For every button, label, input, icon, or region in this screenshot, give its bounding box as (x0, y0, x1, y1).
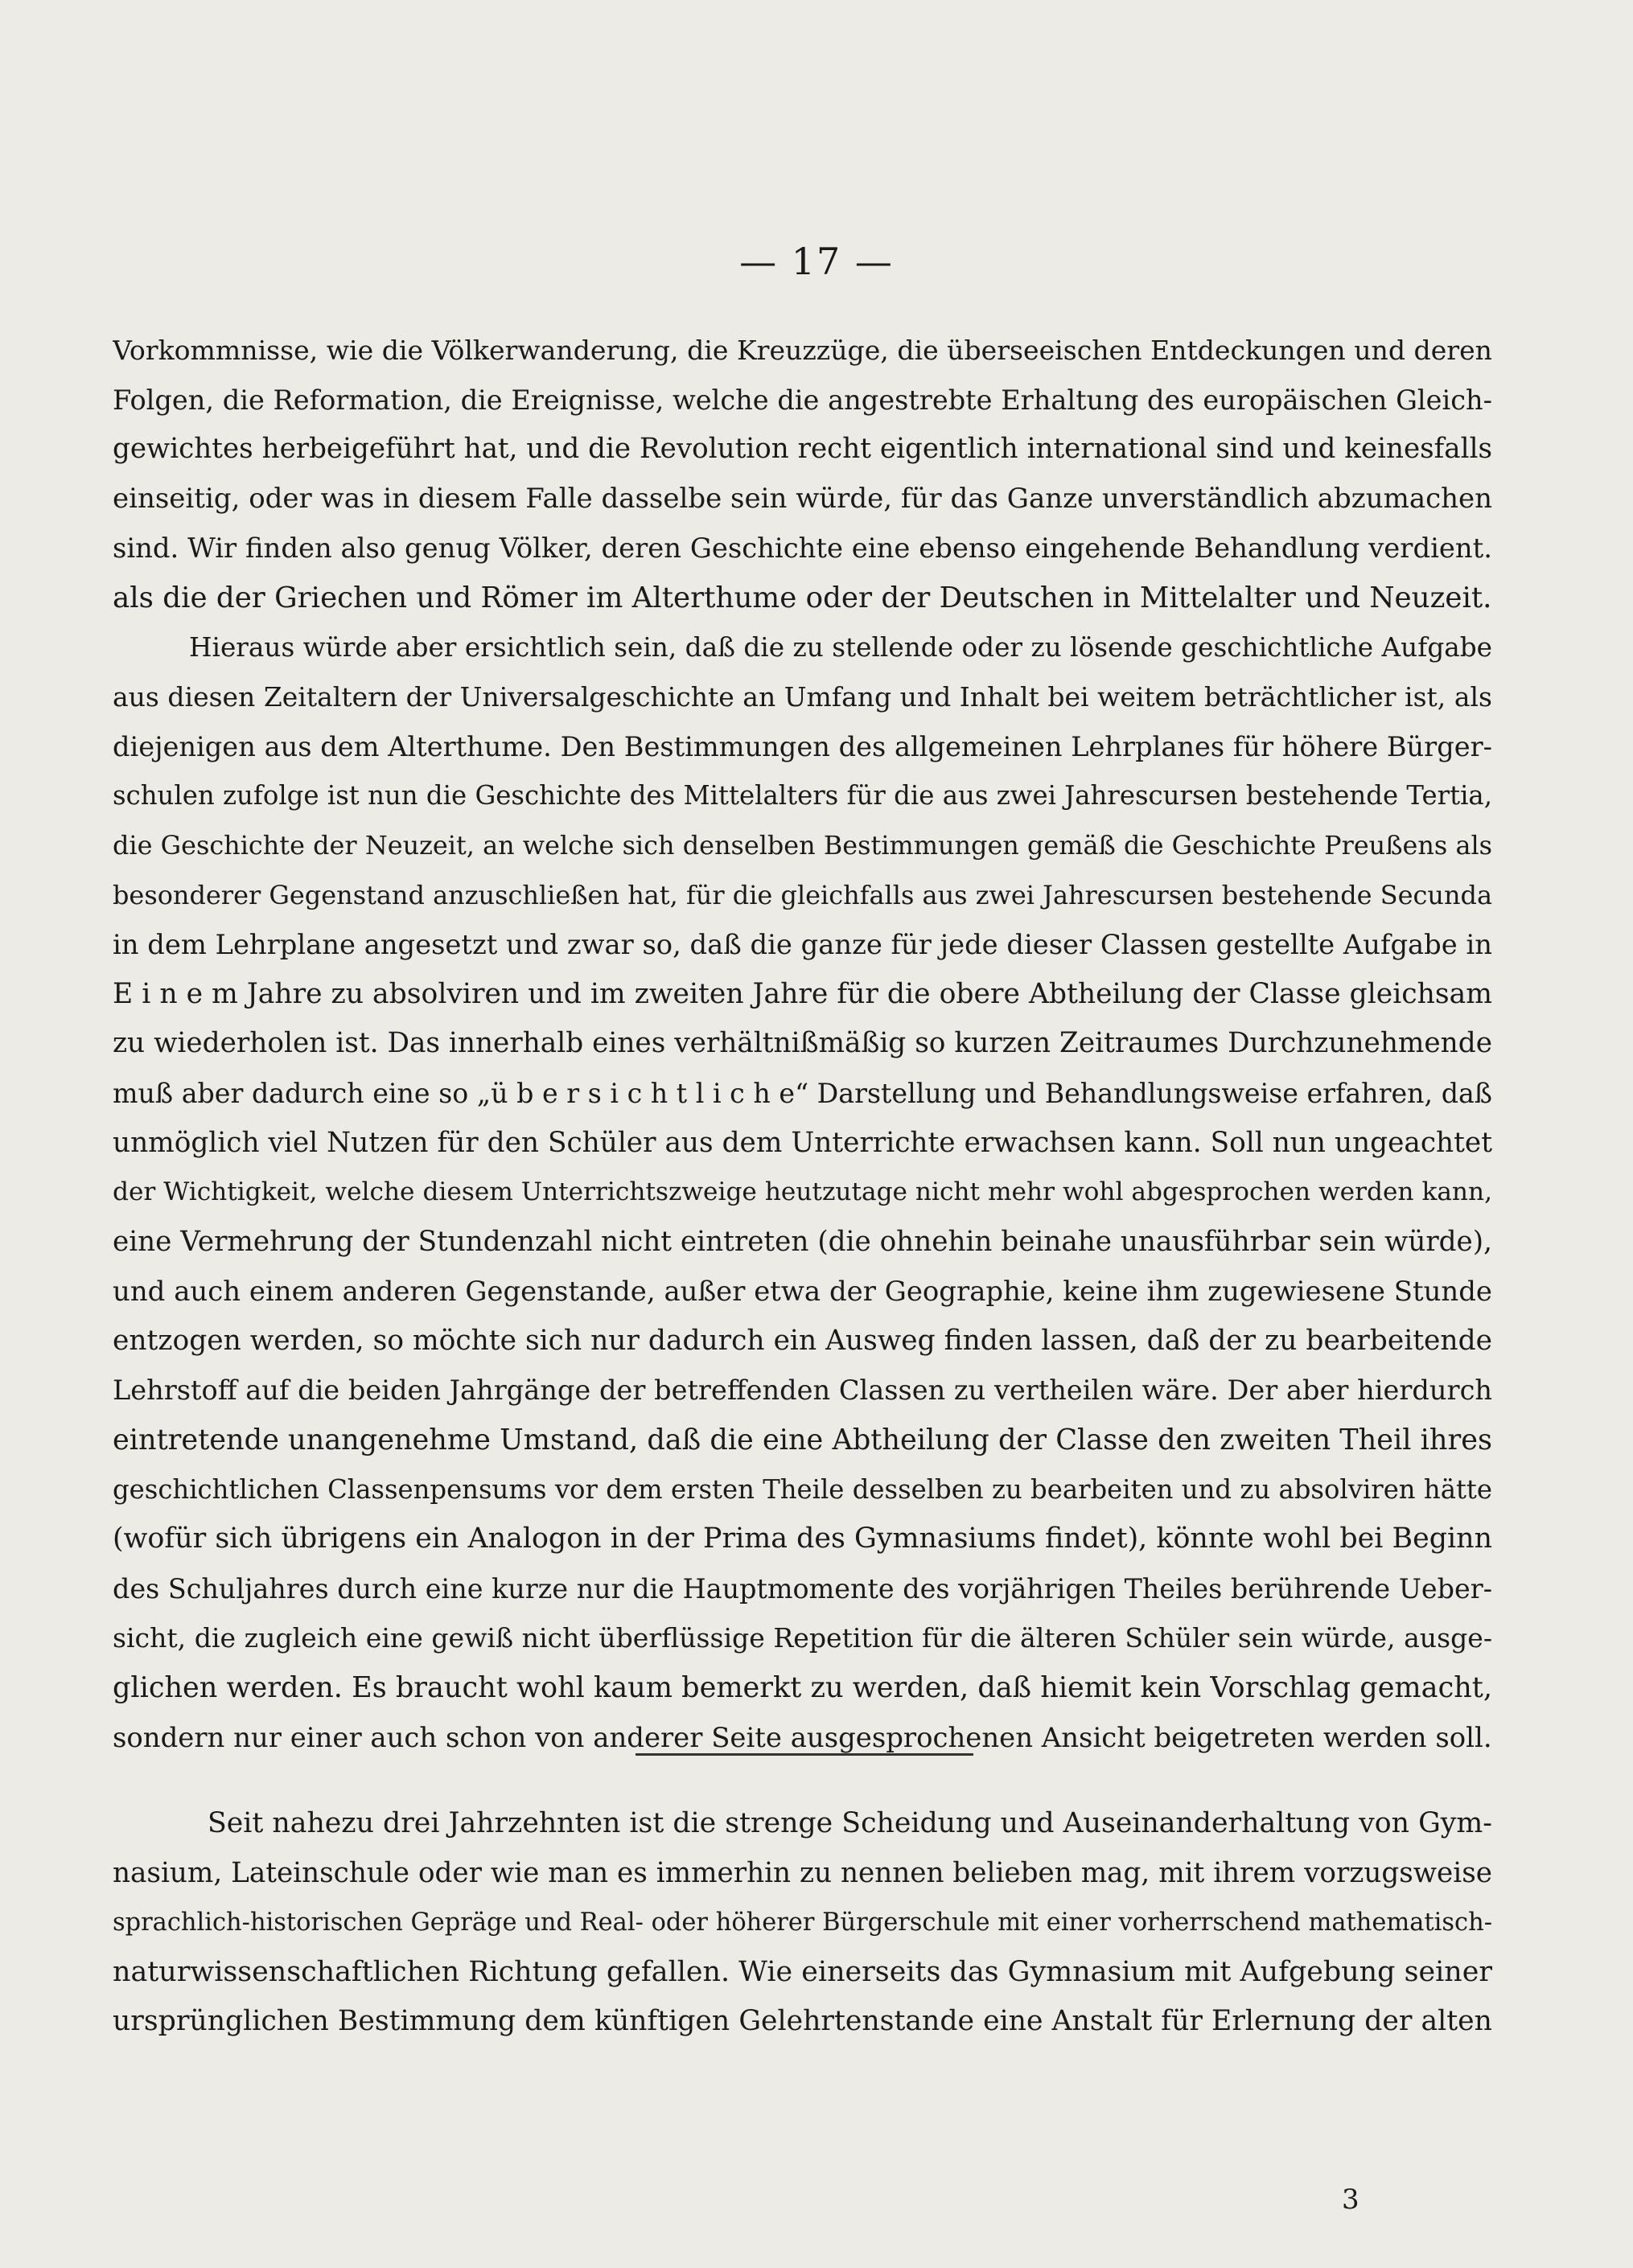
paragraph-2 (113, 623, 1492, 1763)
text-line: nasium, Lateinschule oder wie man es immerhin zu nennen belieben mag, mit ihrem vorzugsweise (113, 1856, 1492, 1889)
text-line: sicht, die zugleich eine gewiß nicht überflüssige Repetition für die älteren Schüler sein würde, ausge- (113, 1622, 1492, 1654)
text-line: besonderer Gegenstand anzuschließen hat, für die gleichfalls aus zwei Jahrescursen bestehende Secunda (113, 879, 1492, 910)
text-line: eintretende unangenehme Umstand, daß die eine Abtheilung der Classe den zweiten Theil ihres (113, 1424, 1492, 1457)
text-line: unmöglich viel Nutzen für den Schüler aus dem Unterrichte erwachsen kann. Soll nun ungeachtet (113, 1126, 1492, 1159)
text-line: aus diesen Zeitaltern der Universalgeschichte an Umfang und Inhalt bei weitem beträchtlicher ist, als (113, 681, 1492, 713)
text-line: ursprünglichen Bestimmung dem künftigen Gelehrtenstande eine Anstalt für Erlernung der alten (113, 2005, 1492, 2038)
text-line: des Schuljahres durch eine kurze nur die Hauptmomente des vorjährigen Theiles berührende Ueber- (113, 1572, 1492, 1604)
text-line: schulen zufolge ist nun die Geschichte des Mittelalters für die aus zwei Jahrescursen bestehende Tertia, (113, 780, 1492, 811)
text-line: muß aber dadurch eine so „ü b e r s i c h t l i c h e“ Darstellung und Behandlungsweise erfahren, daß (113, 1077, 1492, 1109)
text-line: zu wiederholen ist. Das innerhalb eines verhältnißmäßig so kurzen Zeitraumes Durchzunehmende (113, 1027, 1492, 1060)
text-line: diejenigen aus dem Alterthume. Den Bestimmungen des allgemeinen Lehrplanes für höhere Bürger- (113, 730, 1492, 762)
text-line: die Geschichte der Neuzeit, an welche sich denselben Bestimmungen gemäß die Geschichte Preußens als (113, 829, 1492, 861)
text-line: naturwissenschaftlichen Richtung gefallen. Wie einerseits das Gymnasium mit Aufgebung seiner (113, 1955, 1492, 1988)
text-line: und auch einem anderen Gegenstande, außer etwa der Geographie, keine ihm zugewiesene Stunde (113, 1276, 1492, 1308)
text-line: Seit nahezu drei Jahrzehnten ist die strenge Scheidung und Auseinanderhaltung von Gym- (208, 1807, 1492, 1839)
text-line: entzogen werden, so möchte sich nur dadurch ein Ausweg finden lassen, daß der zu bearbeitende (113, 1324, 1492, 1357)
text-line: Lehrstoff auf die beiden Jahrgänge der betreffenden Classen zu vertheilen wäre. Der aber hierdurch (113, 1374, 1492, 1407)
text-line: (wofür sich übrigens ein Analogon in der Prima des Gymnasiums findet), könnte wohl bei Beginn (113, 1522, 1492, 1555)
text-line: als die der Griechen und Römer im Alterthume oder der Deutschen in Mittelalter und Neuzeit. (113, 581, 1492, 614)
text-line: geschichtlichen Classenpensums vor dem ersten Theile desselben zu bearbeiten und zu absolviren hätte (113, 1473, 1492, 1505)
text-line: eine Vermehrung der Stundenzahl nicht eintreten (die ohnehin beinahe unausführbar sein würde), (113, 1225, 1492, 1258)
signature-mark: 3 (1342, 2184, 1359, 2216)
text-line: einseitig, oder was in diesem Falle dasselbe sein würde, für das Ganze unverständlich abzumachen (113, 482, 1492, 515)
section-separator-rule (636, 1753, 973, 1756)
second-text-block (113, 1799, 1492, 2047)
text-line: sind. Wir finden also genug Völker, deren Geschichte eine ebenso eingehende Behandlung verdient. (113, 532, 1492, 565)
text-line: Vorkommnisse, wie die Völkerwanderung, die Kreuzzüge, die überseeischen Entdeckungen und deren (113, 335, 1492, 366)
text-line: E i n e m Jahre zu absolviren und im zweiten Jahre für die obere Abtheilung der Classe gleichsam (113, 977, 1492, 1010)
paragraph-1 (113, 326, 1492, 623)
text-line: sondern nur einer auch schon von anderer Seite ausgesprochenen Ansicht beigetreten werden soll. (113, 1721, 1492, 1753)
text-line: der Wichtigkeit, welche diesem Unterrichtszweige heutzutage nicht mehr wohl abgesprochen werden kann, (113, 1177, 1492, 1207)
text-line: in dem Lehrplane angesetzt und zwar so, daß die ganze für jede dieser Classen gestellte Aufgabe in (113, 929, 1492, 961)
main-text-block (113, 326, 1492, 1762)
page-number: — 17 — (739, 240, 894, 283)
text-line: Folgen, die Reformation, die Ereignisse, welche die angestrebte Erhaltung des europäischen Gleich- (113, 384, 1492, 416)
text-line: Hieraus würde aber ersichtlich sein, daß die zu stellende oder zu lösende geschichtliche Aufgabe (189, 631, 1492, 663)
text-line: sprachlich-historischen Gepräge und Real- oder höherer Bürgerschule mit einer vorherrschend mathematisch- (113, 1908, 1492, 1937)
text-line: glichen werden. Es braucht wohl kaum bemerkt zu werden, daß hiemit kein Vorschlag gemacht, (113, 1671, 1492, 1705)
paragraph-3 (113, 1799, 1492, 2047)
text-line: gewichtes herbeigeführt hat, und die Revolution recht eigentlich international sind und keinesfalls (113, 433, 1492, 466)
